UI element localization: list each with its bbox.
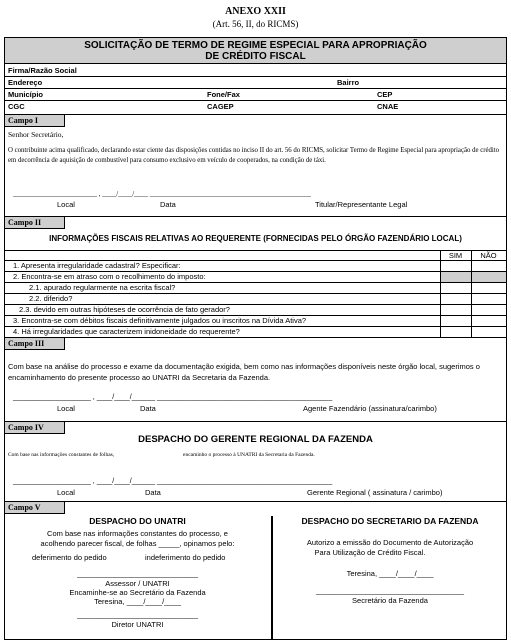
table-row [5,326,506,336]
deferimento-option[interactable]: deferimento do pedido [32,553,107,562]
fone-label: Fone/Fax [207,90,240,99]
table-row [5,293,506,303]
row-text: 2. Encontra-se em atraso com o recolhimento do imposto: [13,272,206,281]
unatri-line2: acolhendo parecer fiscal, de folhas _____, opinamos pelo: [40,539,235,548]
secretario-panel [274,516,506,606]
campo-5-divider [271,516,273,640]
campo-5-label: Campo V [5,502,65,514]
secretario-sig-line: ______________________________________ [316,588,464,595]
form-title-line2: DE CRÉDITO FISCAL [205,51,306,62]
campo-4-body-b: encaminho o processo à UNATRI da Secretaria da Fazenda. [183,452,315,458]
secretario-heading: DESPACHO DO SECRETARIO DA FAZENDA [301,516,479,526]
campo-1-sig-line: ________________________ , ____/____/____ ______________________________________________ [13,190,311,198]
table-row [5,315,506,325]
unatri-options [5,553,270,563]
sim-header: SIM [448,251,463,260]
table-row [5,260,506,270]
campo-3-label: Campo III [5,338,65,350]
encaminhe-text: Encaminhe-se ao Secretário da Fazenda [69,588,206,597]
campo-2-label: Campo II [5,217,65,229]
secretario-label: Secretário da Fazenda [352,596,428,605]
campo-4-body-a: Com base nas informações constantes de folhas, [8,452,115,458]
secretario-line2: Para Utilização de Crédito Fiscal. [314,548,426,557]
row-text: 2.2. diferido? [29,294,73,303]
campo-3-data: Data [140,404,156,413]
form-frame [4,37,507,640]
cnae-label: CNAE [377,102,399,111]
campo-1-local: Local [57,200,75,209]
campo-3-local: Local [57,404,75,413]
cagep-label: CAGEP [207,102,234,111]
campo-1-salutation: Senhor Secretário, [8,130,64,139]
campo-3-body: Com base na análise do processo e exame da documentação exigida, bem como nas informações disponíveis neste órgão local, sugerimos o encaminhamento do presente processo ao UNATRI da Secretaria da Fazenda. [8,362,480,382]
indeferimento-option[interactable]: indeferimento do pedido [145,553,226,562]
table-row [5,282,506,292]
unatri-panel [5,516,270,629]
secretario-teresina: Teresina, ____/____/____ [346,569,434,578]
endereco-label: Endereço [8,78,43,87]
row-text: 3. Encontra-se com débitos fiscais definitivamente julgados ou inscritos na Dívida Ativa? [13,316,307,325]
campo-1-titular: Titular/Representante Legal [315,200,408,209]
campo-4-data: Data [145,488,161,497]
campo-4-label: Campo IV [5,422,65,434]
diretor-sig-line: _______________________________ [77,612,198,619]
unatri-heading: DESPACHO DO UNATRI [89,516,186,526]
cgc-label: CGC [8,102,25,111]
row-text: 1. Apresenta irregularidade cadastral? Especificar: [13,261,181,270]
campo-4-heading: DESPACHO DO GERENTE REGIONAL DA FAZENDA [138,434,373,445]
assessor-label: Assessor / UNATRI [105,579,170,588]
nao-header: NÃO [480,251,497,260]
form-title-line1: SOLICITAÇÃO DE TERMO DE REGIME ESPECIAL PARA APROPRIAÇÃO [84,40,427,51]
municipio-label: Município [8,90,43,99]
assessor-sig-line: _______________________________ [77,571,198,578]
unatri-line1: Com base nas informações constantes do processo, e [47,529,228,538]
row-text: 2.3. devido em outras hipóteses de ocorrência de fato gerador? [19,305,230,314]
table-row [5,271,506,281]
form-title [5,40,506,62]
campo-4-sig-line: ____________________ , ____/____/______ _____________________________________________ [13,478,333,485]
annex-article: (Art. 56, II, do RICMS) [212,19,299,29]
campo-4-local: Local [57,488,75,497]
campo-2-heading: INFORMAÇÕES FISCAIS RELATIVAS AO REQUERENTE (FORNECIDAS PELO ÓRGÃO FAZENDÁRIO LOCAL) [49,234,462,243]
campo-3-sig-line: ____________________ , ____/____/______ _____________________________________________ [13,394,333,401]
secretario-line1: Autorizo a emissão do Documento de Autorização [306,538,474,547]
shaded-answer-cell [440,272,506,282]
row-text: 2.1. apurado regularmente na escrita fiscal? [29,283,176,292]
table-row [5,304,506,314]
campo-1-data: Data [160,200,176,209]
campo-1-label: Campo I [5,115,65,127]
campo-1-body: O contribuinte acima qualificado, declarando estar ciente das disposições contidas no inciso II do art. 56 do RICMS, solicitar Termo de Regime Especial para apropriação de crédito em decorrência de aquisição de combustível para consumo exclusivo em veículo de cooperados, na condição de táxi. [8,147,500,164]
diretor-label: Diretor UNATRI [111,620,164,629]
row-text: 4. Há irregularidades que caracterizem inidoneidade do requerente? [13,327,240,336]
annex-title: ANEXO XXII [225,6,286,17]
campo-3-agente: Agente Fazendário (assinatura/carimbo) [303,404,437,413]
unatri-teresina: Teresina, ____/____/____ [94,597,181,606]
cep-label: CEP [377,90,393,99]
bairro-label: Bairro [337,78,360,87]
campo-4-gerente: Gerente Regional ( assinatura / carimbo) [307,488,443,497]
firma-label: Firma/Razão Social [8,66,77,75]
